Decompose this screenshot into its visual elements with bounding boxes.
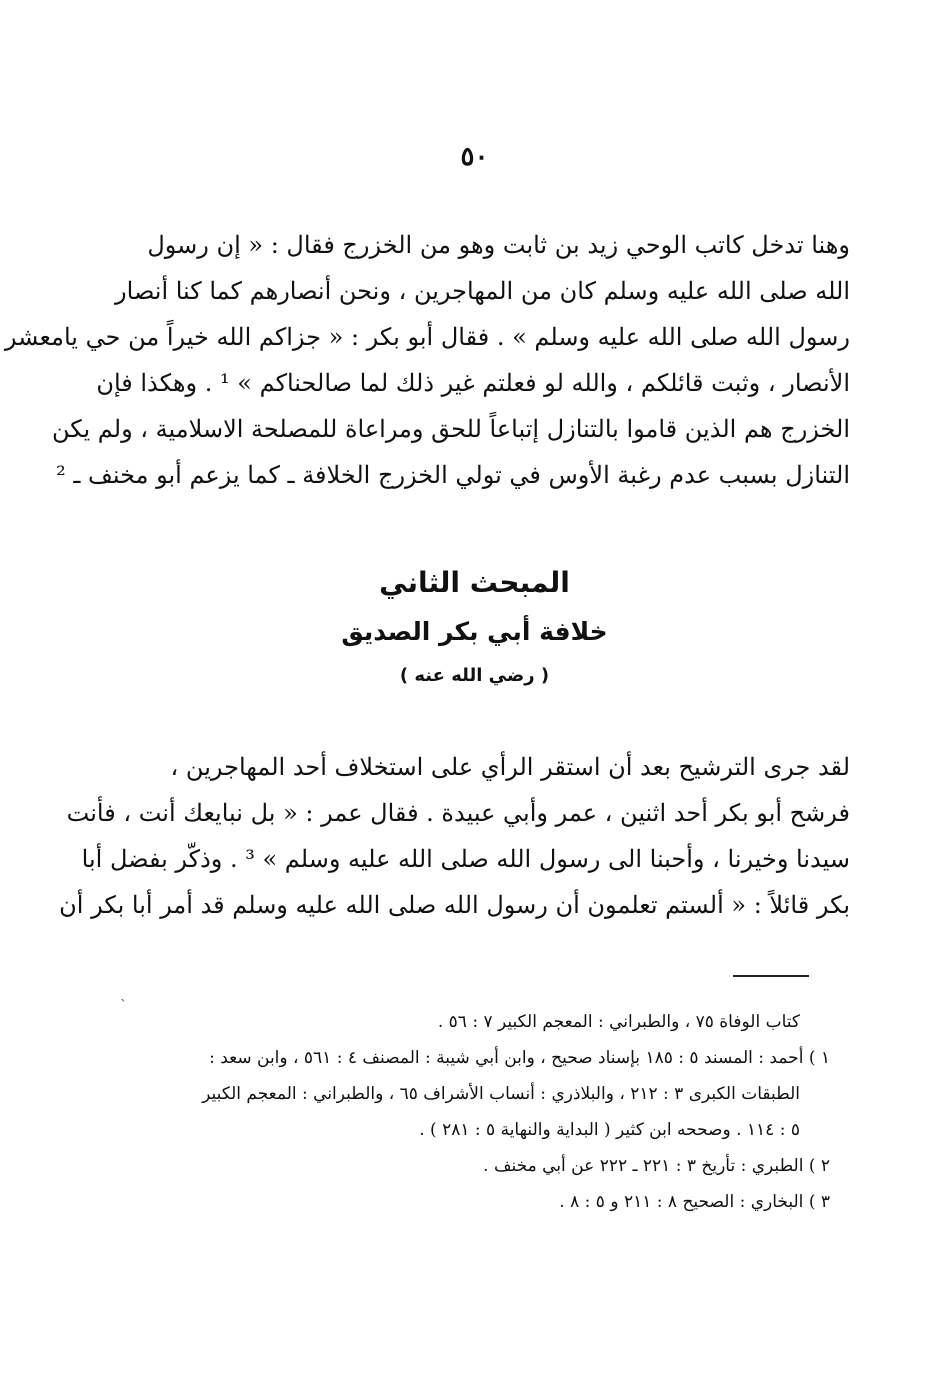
paragraph-line: رسول الله صلى الله عليه وسلم » . فقال أبو بكر : « جزاكم الله خيراً من حي يامعشر	[4, 323, 850, 351]
paragraph-line: التنازل بسبب عدم رغبة الأوس في تولي الخزرج الخلافة ـ كما يزعم أبو مخنف ـ ²	[56, 461, 850, 489]
section-title: المبحث الثاني	[379, 566, 570, 599]
page-number: ٥٠	[460, 142, 489, 172]
scan-mark: ˎ	[120, 986, 127, 1002]
paragraph-line: سيدنا وخيرنا ، وأحبنا الى رسول الله صلى الله عليه وسلم » ³ . وذكّر بفضل أبا	[81, 845, 850, 873]
paragraph-line: الخزرج هم الذين قاموا بالتنازل إتباعاً للحق ومراعاة للمصلحة الاسلامية ، ولم يكن	[51, 415, 850, 443]
paragraph-line: لقد جرى الترشيح بعد أن استقر الرأي على استخلاف أحد المهاجرين ،	[170, 753, 850, 781]
footnote-1: ١ ) أحمد : المسند ٥ : ١٨٥ بإسناد صحيح ، وابن أبي شيبة : المصنف ٤ : ٥٦١ ، وابن سعد :	[209, 1048, 830, 1068]
paragraph-2	[59, 744, 850, 928]
paragraph-line: بكر قائلاً : « ألستم تعلمون أن رسول الله صلى الله عليه وسلم قد أمر أبا بكر أن	[59, 891, 850, 919]
footnotes	[90, 1004, 830, 1220]
section-subtitle: خلافة أبي بكر الصديق	[341, 617, 608, 646]
paragraph-line: فرشح أبو بكر أحد اثنين ، عمر وأبي عبيدة . فقال عمر : « بل نبايعك أنت ، فأنت	[66, 799, 850, 827]
footnote-2: ٢ ) الطبري : تأريخ ٣ : ٢٢١ ـ ٢٢٢ عن أبي مخنف .	[483, 1156, 830, 1176]
footnote-3: ٣ ) البخاري : الصحيح ٨ : ٢١١ و ٥ : ٨ .	[559, 1192, 830, 1212]
paragraph-line: الأنصار ، وثبت قائلكم ، والله لو فعلتم غير ذلك لما صالحناكم » ¹ . وهكذا فإن	[96, 369, 850, 397]
paragraph-line: وهنا تدخل كاتب الوحي زيد بن ثابت وهو من الخزرج فقال : « إن رسول	[147, 231, 850, 259]
section-note: ( رضي الله عنه )	[399, 665, 550, 686]
footnote-1-continued: ٥ : ١١٤ . وصححه ابن كثير ( البداية والنهاية ٥ : ٢٨١ ) .	[419, 1120, 800, 1140]
footnote-continuation: كتاب الوفاة ٧٥ ، والطبراني : المعجم الكبير ٧ : ٥٦ .	[437, 1012, 800, 1032]
paragraph-1	[4, 222, 850, 498]
footnote-1-continued: الطبقات الكبرى ٣ : ٢١٢ ، والبلاذري : أنساب الأشراف ٦٥ ، والطبراني : المعجم الكبير	[202, 1084, 800, 1104]
footnote-divider	[733, 975, 809, 977]
paragraph-line: الله صلى الله عليه وسلم كان من المهاجرين ، ونحن أنصارهم كما كنا أنصار	[115, 277, 850, 305]
